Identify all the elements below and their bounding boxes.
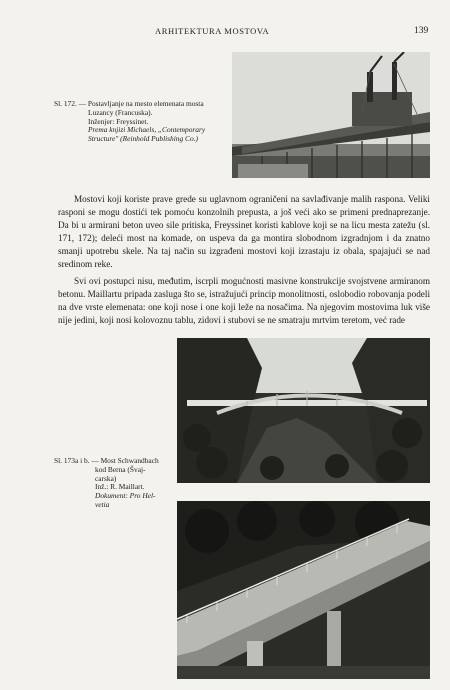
caption-line: kod Berna (Švaj-: [95, 464, 146, 474]
caption-line: Inž.: R. Maillart.: [95, 482, 145, 492]
caption-line: Sl. 172. — Postavljanje na mesto elemenata mosta: [54, 99, 204, 108]
figure-172-caption: [54, 100, 205, 144]
caption-line: carska): [95, 473, 117, 483]
caption-line: Luzancy (Francuska).: [88, 107, 153, 117]
caption-line: Inženjer: Freyssinet.: [88, 116, 149, 126]
figure-173a-photo: [177, 338, 430, 483]
figure-173-caption: [54, 457, 159, 510]
running-header: [0, 26, 450, 40]
caption-line: Sl. 173a i b. — Most Schwandbach: [54, 456, 159, 465]
page-number: 139: [414, 26, 429, 36]
figure-173b-photo: [177, 501, 430, 679]
figure-172-photo: [232, 52, 430, 178]
paragraph: Svi ovi postupci nisu, međutim, iscrpli mogućnosti masivne konstrukcije svojstvene armiranom betonu. Maillartu pripada zasluga što se, istražujući princip monolitnosti, oslobodio robovanja podeli na dve vrste elemenata: one koji nose i one koji leže na nosačima. Na njegovim mostovima luk više nije jedini, koji nosi kolovoznu tablu, zidovi i stubovi se ne smatraju mrtvim teretom, već rade: [58, 275, 430, 325]
caption-source: Dokument: Pro Hel-: [95, 491, 156, 501]
caption-source: Structure" (Reinhold Publishing Co.): [88, 134, 198, 144]
caption-source: vetia: [95, 499, 110, 509]
chapter-title: ARHITEKTURA MOSTOVA: [155, 26, 270, 36]
paragraph: Mostovi koji koriste prave grede su uglavnom ograničeni na savlađivanje malih raspona. Veliki rasponi se mogu dostići tek pomoću konzolnih prepusta, a još veći ako se primeni prednaprezanje. Da bi u armirani beton uveo sile pritiska, Freyssinet koristi kablove koji se na licu mesta zatežu (sl. 171, 172); deleći most na komade, on uspeva da ga montira slobodnom izgradnjom i da znatno smanji upotrebu skele. Na taj način su izgrađeni mostovi koji izrastaju iz obala, spajajući se nad sredinom reke.: [58, 194, 430, 270]
caption-source: Prema knjizi Michaels, „Contemporary: [88, 125, 206, 135]
body-text: [58, 193, 430, 327]
